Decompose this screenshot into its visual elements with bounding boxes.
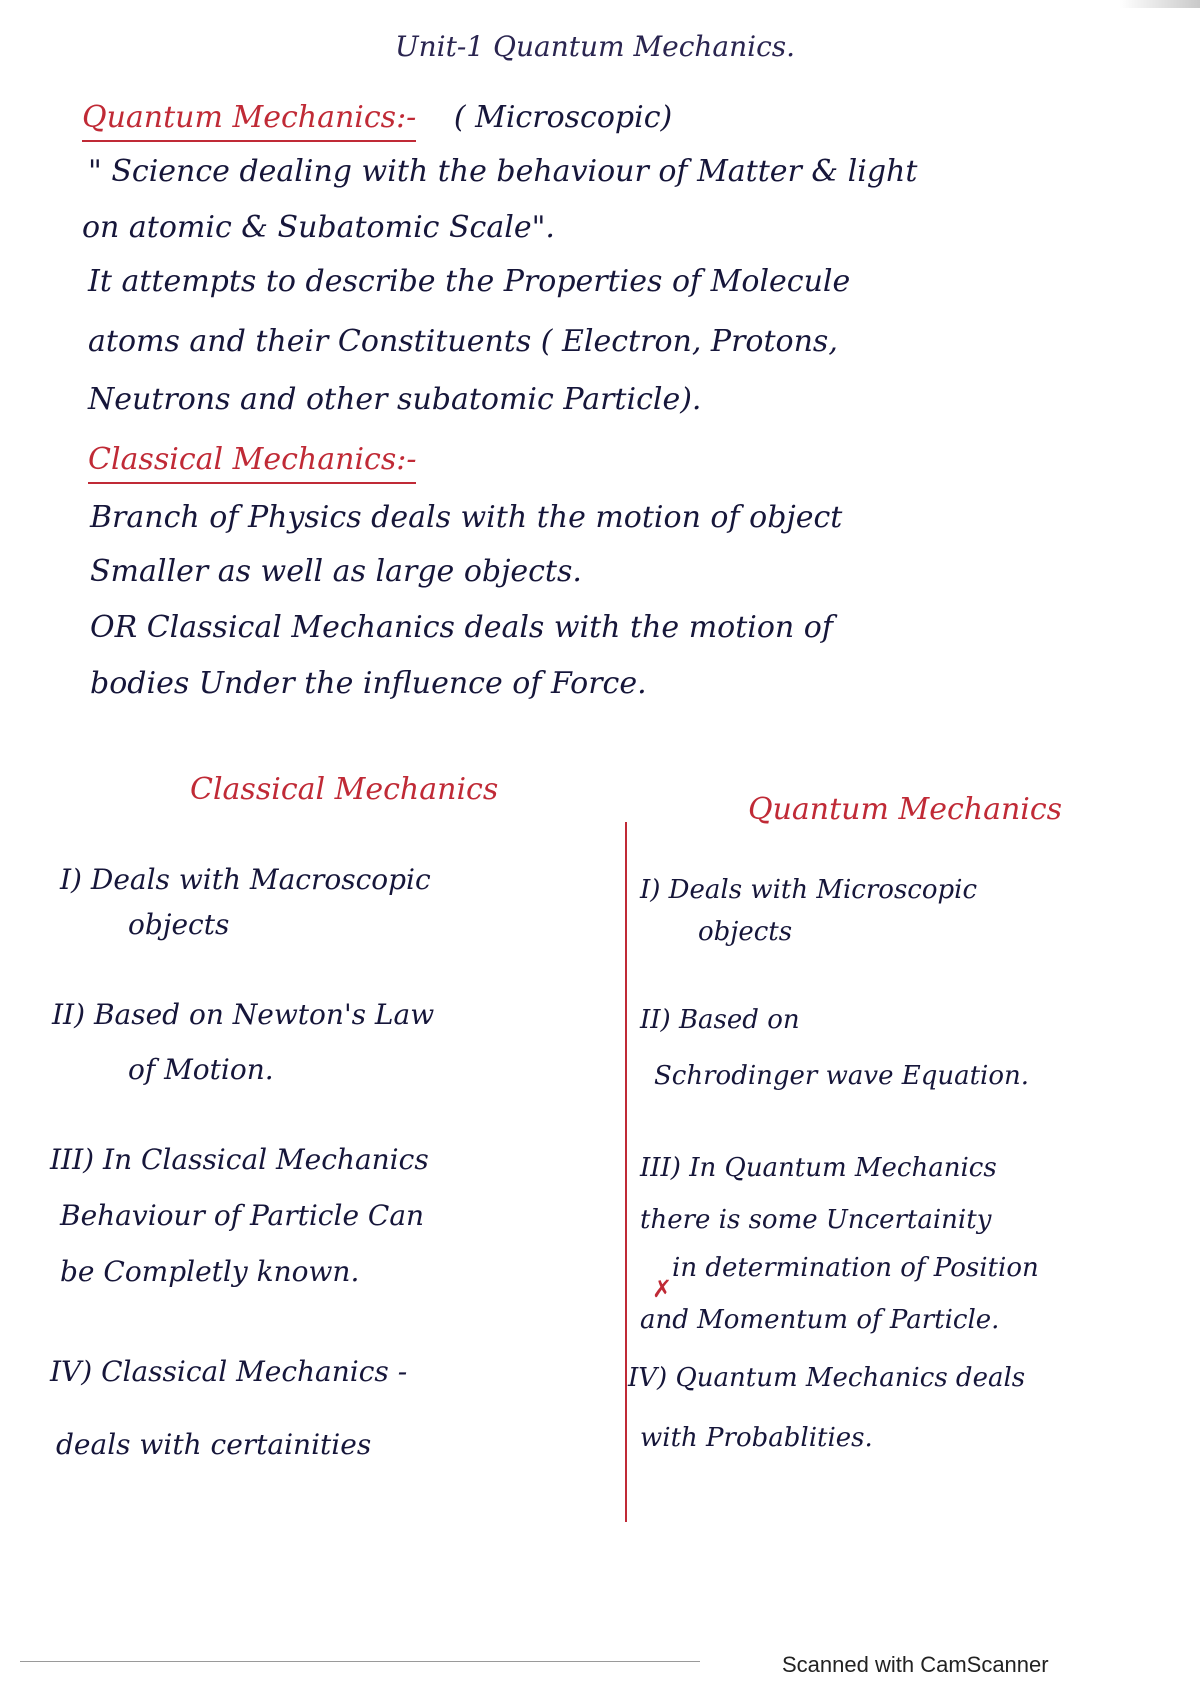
left-point-4b: deals with certainities	[56, 1428, 372, 1461]
right-point-1b: objects	[698, 917, 793, 947]
right-point-2a: II) Based on	[640, 1005, 800, 1035]
quantum-line-2: on atomic & Subatomic Scale".	[82, 210, 555, 245]
bottom-rule	[20, 1661, 700, 1662]
page-title: Unit-1 Quantum Mechanics.	[395, 30, 796, 63]
comparison-divider	[625, 822, 627, 1522]
comparison-left-heading: Classical Mechanics	[190, 772, 499, 807]
quantum-heading: Quantum Mechanics:-	[82, 98, 416, 142]
classical-line-3: OR Classical Mechanics deals with the motion of	[90, 610, 833, 645]
right-point-3c: in determination of Position	[672, 1253, 1039, 1283]
right-point-1a: I) Deals with Microscopic	[640, 875, 978, 905]
classical-line-4: bodies Under the influence of Force.	[90, 666, 647, 701]
left-point-4a: IV) Classical Mechanics -	[50, 1355, 408, 1388]
quantum-heading-row	[82, 98, 672, 142]
right-point-4a: IV) Quantum Mechanics deals	[628, 1363, 1026, 1393]
quantum-line-1: " Science dealing with the behaviour of Matter & light	[88, 154, 918, 189]
left-point-2a: II) Based on Newton's Law	[52, 998, 435, 1031]
classical-heading-row	[88, 440, 416, 484]
left-point-3b: Behaviour of Particle Can	[60, 1199, 425, 1232]
left-point-1a: I) Deals with Macroscopic	[60, 863, 431, 896]
classical-line-2: Smaller as well as large objects.	[90, 554, 582, 589]
right-point-2b: Schrodinger wave Equation.	[654, 1061, 1030, 1091]
quantum-line-4: atoms and their Constituents ( Electron, Protons,	[88, 324, 838, 359]
classical-heading: Classical Mechanics:-	[88, 440, 416, 484]
left-point-1b: objects	[128, 908, 230, 941]
left-point-3a: III) In Classical Mechanics	[50, 1143, 429, 1176]
quantum-line-3: It attempts to describe the Properties of Molecule	[88, 264, 851, 299]
comparison-right-heading: Quantum Mechanics	[748, 792, 1063, 827]
classical-line-1: Branch of Physics deals with the motion of object	[90, 500, 843, 535]
right-point-3a: III) In Quantum Mechanics	[640, 1153, 997, 1183]
scan-edge-shadow	[1120, 0, 1200, 8]
quantum-heading-note: ( Microscopic)	[453, 100, 673, 135]
right-point-4b: with Probablities.	[640, 1423, 873, 1453]
left-point-3c: be Completly known.	[60, 1255, 360, 1288]
left-point-2b: of Motion.	[128, 1053, 274, 1086]
right-point-3b: there is some Uncertainity	[640, 1205, 992, 1235]
right-point-3d: and Momentum of Particle.	[640, 1305, 1000, 1335]
margin-tick-mark: ✗	[652, 1275, 673, 1303]
camscanner-watermark: Scanned with CamScanner	[782, 1652, 1049, 1677]
quantum-line-5: Neutrons and other subatomic Particle).	[88, 382, 702, 417]
